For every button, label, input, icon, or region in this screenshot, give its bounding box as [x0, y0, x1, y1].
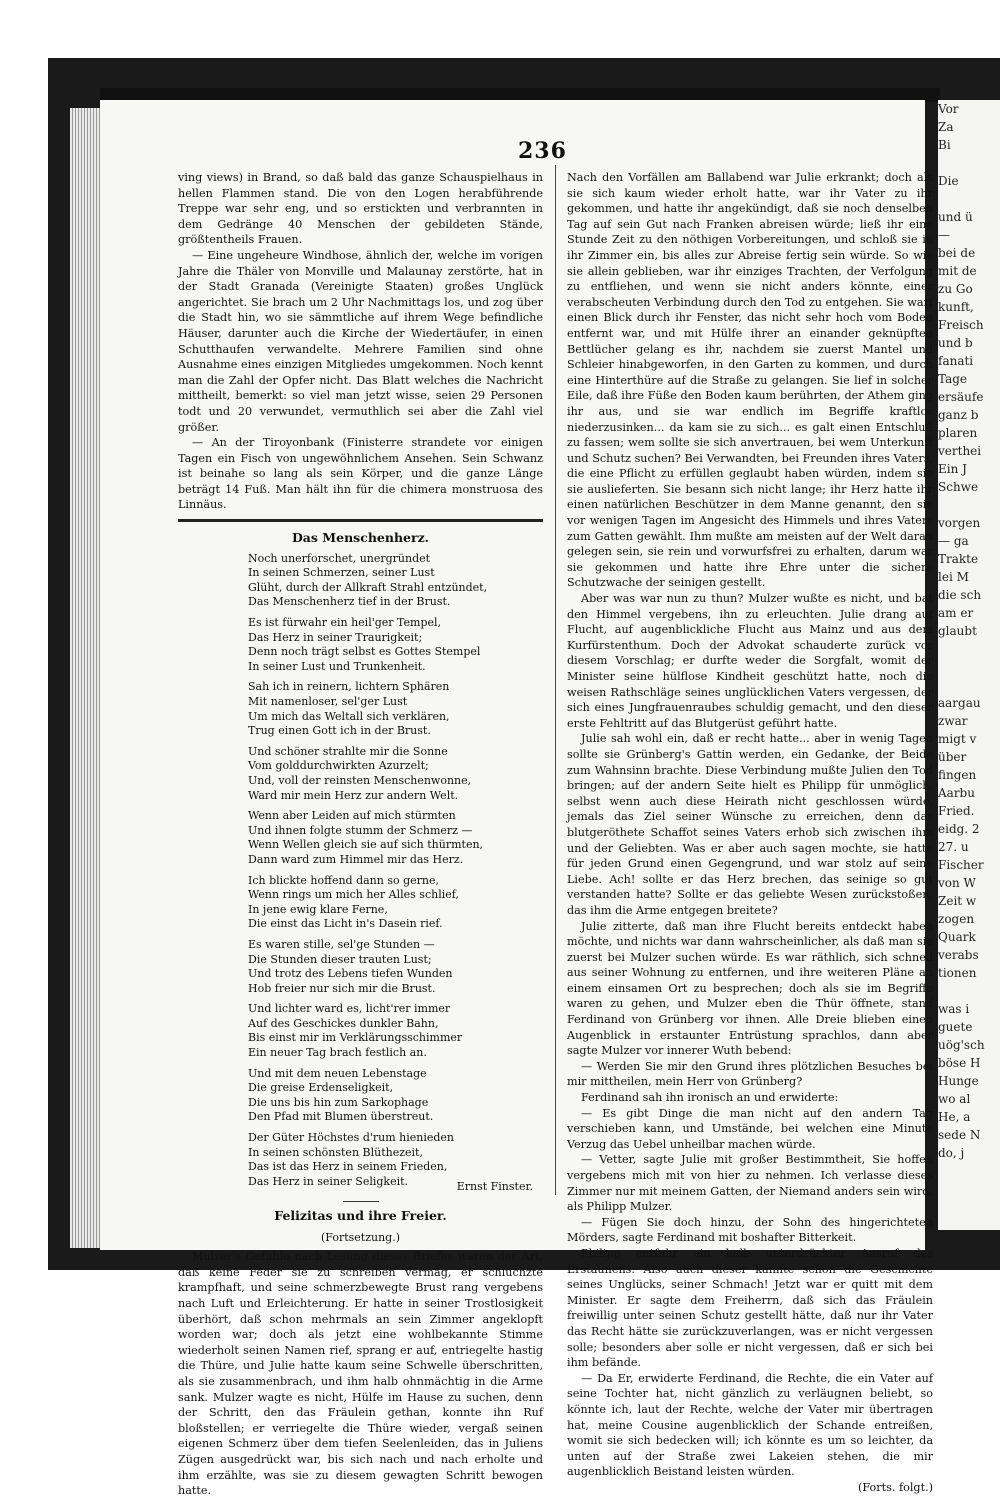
- neighbor-fragment: was i: [938, 1002, 970, 1016]
- short-divider: [343, 1201, 379, 1202]
- neighbor-fragment: vorgen: [938, 516, 981, 530]
- neighbor-fragment: wo al: [938, 1092, 971, 1106]
- neighbor-fragment: Ein J: [938, 462, 967, 476]
- news-paragraph: — An der Tiroyonbank (Finisterre strandete vor einigen Tagen ein Fisch von ungewöhnlichem Ansehen. Sein Schwanz ist beinahe so lang als sein Körper, und die ganze Länge beträgt 14 Fuß. Man hält ihn für die chimera monstruosa des Linnäus.: [178, 436, 543, 512]
- story-paragraph: Nach den Vorfällen am Ballabend war Julie erkrankt; doch als sie sich kaum wieder erholt hatte, war ihr Vater zu ihr gekommen, und hatte ihr angekündigt, daß sie noch denselben Tag auf sein Gut nach Franken abreisen würde; ließ ihr eine Stunde Zeit zu den nöthigen Vorbereitungen, und schloß sie in ihr Zimmer ein, bis alles zur Abreise fertig sein würde. So wie sie allein geblieben, war ihr einziges Trachten, der Verfolgung zu entfliehen, und wenn sie nicht anders könnte, einer verabscheuten Verbindung durch den Tod zu entgehen. Sie warf einen Blick durch ihr Fenster, das nicht sehr hoch vom Boden entfernt war, und mit Hülfe ihrer an einander geknüpften Bettlücher gelang es ihr, nachdem sie zuerst Mantel und Schleier hinabgeworfen, in den Garten zu kommen, und durch eine Hinterthüre auf die Straße zu gelangen. Sie lief in solcher Eile, daß ihre Füße den Boden kaum berührten, der Athem ging ihr aus, und sie war endlich im Begriffe kraftlos niederzusinken... da kam sie zu sich... es galt einen Entschluß zu fassen; wem sollte sie sich anvertrauen, bei wem Unterkunft und Schutz suchen? Bei Verwandten, bei Freunden ihres Vaters, die eine Pflicht zu erfüllen geglaubt haben würden, indem sie sie auslieferten. Sie besann sich nicht lange; ihr Herz hatte ihr einen natürlichen Beschützer in dem Manne genannt, den sie vor wenigen Tagen im Angesicht des Himmels und ihres Vaters zum Gatten gewählt. Ihm mußte am meisten auf der Welt daran gelegen sein, sie rein und vorwurfsfrei zu erhalten, darum war sie gekommen und hatte ihre Ehre unter die sichere Schutzwache der seinigen gestellt.: [567, 171, 933, 590]
- neighbor-fragment: Hunge: [938, 1074, 979, 1088]
- poem-stanza: [248, 680, 543, 738]
- poem-line: Und mit dem neuen Lebenstage: [248, 1066, 427, 1080]
- neighbor-fragment: fingen: [938, 768, 977, 782]
- neighbor-fragment: He, a: [938, 1110, 971, 1124]
- left-column: [178, 170, 543, 1499]
- neighbor-fragment: Fried.: [938, 804, 975, 818]
- poem-title: Das Menschenherz.: [291, 530, 430, 546]
- poem-line: In jene ewig klare Ferne,: [248, 902, 388, 916]
- neighbor-fragment: Bi: [938, 138, 951, 152]
- neighbor-fragment: Zeit w: [938, 894, 977, 908]
- neighbor-fragment: von W: [938, 876, 976, 890]
- neighbor-fragment: Fischer: [938, 858, 984, 872]
- neighbor-fragment: [938, 640, 1000, 658]
- neighbor-fragment: guete: [938, 1020, 973, 1034]
- neighbor-fragment: [938, 496, 1000, 514]
- neighbor-fragment: [938, 190, 1000, 208]
- neighbor-page-strip: [938, 100, 1000, 1230]
- news-paragraph: ving views) in Brand, so daß bald das ganze Schauspielhaus in hellen Flammen stand. Die von den Logen herabführende Treppe war sehr eng, und so erstickten und verbrannten in dem Gedränge 40 Menschen der gebildeten Stände, größtentheils Frauen.: [178, 171, 543, 247]
- poem-stanza: [248, 938, 543, 996]
- neighbor-fragment: —: [938, 228, 950, 242]
- poem-line: Das ist das Herz in seinem Frieden,: [248, 1160, 448, 1174]
- poem-line: Wenn rings um mich her Alles schlief,: [248, 888, 459, 902]
- poem-line: Hob freier nur sich mir die Brust.: [248, 981, 436, 995]
- poem-stanza: [248, 874, 543, 932]
- poem-author: Ernst Finster.: [456, 1180, 533, 1194]
- neighbor-fragment: verthei: [938, 444, 982, 458]
- poem-line: Die uns bis hin zum Sarkophage: [248, 1095, 429, 1109]
- poem-line: In seiner Lust und Trunkenheit.: [248, 659, 426, 673]
- neighbor-fragment: fanati: [938, 354, 974, 368]
- poem-stanza: [248, 745, 543, 803]
- story-paragraph: Philipp entfuhr ein halb unterdrückter Ausruf des Erstaunens. Also auch dieser kannte schon die Geschichte seines Unglücks, seiner Schmach! Jetzt war er quitt mit dem Minister. Er sagte dem Freiherrn, daß sich das Fräulein freiwillig unter seinen Schutz gestellt hätte, daß nur ihr Vater das Recht hätte sie zurückzuverlangen, was er nicht vergessen solle; besonders aber solle er nicht vergessen, daß er sich bei ihm befände.: [567, 1246, 933, 1370]
- story-paragraph: Aber was war nun zu thun? Mulzer wußte es nicht, und bat den Himmel vergebens, ihn zu erleuchten. Julie drang auf Flucht, auf augenblickliche Flucht aus Mainz und aus dem Kurfürstenthum. Doch der Advokat schauderte zurück vor diesem Vorschlag; er durfte weder die Sorgfalt, womit der Minister seine hülflose Kindheit geschützt hatte, noch die weisen Rathschläge seines unglücklichen Vaters vergessen, der sich eines Jungfrauenraubes schuldig gemacht, und den dieser erste Fehltritt auf das Blutgerüst geführt hatte.: [567, 592, 933, 730]
- neighbor-fragment: do, j: [938, 1146, 965, 1160]
- story-paragraph: Mulzer's Gefühle nach Lesung dieses Briefes waren der Art, daß keine Feder sie zu schreiben vermag, er schluchzte krampfhaft, und seine schmerzbewegte Brust rang vergebens nach Luft und Erleichterung. Er hatte in seiner Trostlosigkeit überhört, daß schon mehrmals an sein Zimmer angeklopft worden war; doch als jetzt eine wohlbekannte Stimme wiederholt seinen Namen rief, sprang er auf, entriegelte hastig die Thüre, und Julie hatte kaum seine Schwelle überschritten, als sie zusammenbrach, und ihm halb ohnmächtig in die Arme sank. Mulzer wagte es nicht, Hülfe im Hause zu suchen, denn der Schritt, den das Fräulein gethan, konnte ihn Ruf bloßstellen; er verriegelte die Thüre wieder, vergaß seinen eigenen Schmerz über dem tiefen Seelenleiden, das in Juliens Zügen ausgedrückt war, bis sich nach und nach erholte und ihm erzählte, was sie zu diesem gewagten Schritt bewogen hatte.: [178, 1250, 543, 1498]
- neighbor-fragment: Aarbu: [938, 786, 975, 800]
- neighbor-fragment: sede N: [938, 1128, 981, 1142]
- poem-line: Und trotz des Lebens tiefen Wunden: [248, 967, 453, 981]
- poem-stanza: [248, 552, 543, 610]
- poem-line: Ein neuer Tag brach festlich an.: [248, 1046, 427, 1060]
- neighbor-fragment: uög'sch: [938, 1038, 985, 1052]
- neighbor-fragment: mit de: [938, 264, 977, 278]
- neighbor-fragment: migt v: [938, 732, 977, 746]
- neighbor-fragment: und ü: [938, 210, 973, 224]
- story-paragraph: — Werden Sie mir den Grund ihres plötzlichen Besuches bei mir mittheilen, mein Herr von Grünberg?: [567, 1059, 933, 1089]
- neighbor-fragment: Vor: [938, 102, 959, 116]
- neighbor-fragment: Schwe: [938, 480, 979, 494]
- neighbor-fragment: [938, 658, 1000, 676]
- poem-line: Das Herz in seiner Seligkeit.: [248, 1174, 409, 1188]
- news-section: [178, 170, 543, 513]
- neighbor-fragment: zogen: [938, 912, 975, 926]
- neighbor-fragment: Die: [938, 174, 959, 188]
- page-number: 236: [518, 138, 567, 164]
- story-paragraph: — Fügen Sie doch hinzu, der Sohn des hingerichteten Mörders, sagte Ferdinand mit boshafter Bitterkeit.: [567, 1215, 933, 1245]
- poem: [248, 552, 543, 1190]
- poem-line: Ward mir mein Herz zur andern Welt.: [248, 788, 459, 802]
- neighbor-fragment: [938, 982, 1000, 1000]
- neighbor-fragment: verabs: [938, 948, 979, 962]
- story-paragraph: — Es gibt Dinge die man nicht auf den andern Tag verschieben kann, und Umstände, bei welchen eine Minute Verzug das Uebel unheilbar machen würde.: [567, 1106, 933, 1151]
- poem-line: Wenn Wellen gleich sie auf sich thürmten,: [248, 838, 484, 852]
- poem-line: Auf des Geschickes dunkler Bahn,: [248, 1016, 439, 1030]
- poem-line: Den Pfad mit Blumen überstreut.: [248, 1110, 434, 1124]
- section-divider: [178, 519, 543, 522]
- neighbor-fragment: plaren: [938, 426, 978, 440]
- poem-line: Das Menschenherz tief in der Brust.: [248, 595, 451, 609]
- poem-line: Und schöner strahlte mir die Sonne: [248, 744, 448, 758]
- story-subtitle: (Fortsetzung.): [321, 1230, 400, 1244]
- poem-line: Die einst das Licht in's Dasein rief.: [248, 917, 443, 931]
- poem-line: Die Stunden dieser trauten Lust;: [248, 952, 432, 966]
- neighbor-fragment: zwar: [938, 714, 968, 728]
- neighbor-fragment: kunft,: [938, 300, 974, 314]
- neighbor-fragment: die sch: [938, 588, 982, 602]
- poem-line: Noch unerforschet, unergründet: [248, 551, 431, 565]
- poem-line: Der Güter Höchstes d'rum hienieden: [248, 1131, 455, 1145]
- poem-line: Sah ich in reinern, lichtern Sphären: [248, 680, 450, 694]
- neighbor-fragment: über: [938, 750, 967, 764]
- neighbor-fragment: zu Go: [938, 282, 973, 296]
- neighbor-fragment: lei M: [938, 570, 969, 584]
- poem-line: In seinen Schmerzen, seiner Lust: [248, 566, 435, 580]
- neighbor-fragment: — ga: [938, 534, 969, 548]
- neighbor-fragment: Za: [938, 120, 954, 134]
- poem-line: Es ist fürwahr ein heil'ger Tempel,: [248, 616, 442, 630]
- poem-stanza: [248, 809, 543, 867]
- column-divider: [555, 165, 556, 1195]
- neighbor-fragment: ersäufe: [938, 390, 984, 404]
- poem-line: Das Herz in seiner Traurigkeit;: [248, 630, 423, 644]
- neighbor-fragment: Freisch: [938, 318, 984, 332]
- poem-line: Und, voll der reinsten Menschenwonne,: [248, 773, 472, 787]
- story-paragraph: — Vetter, sagte Julie mit großer Bestimmtheit, Sie hoffen vergebens mich mit von hier zu nehmen. Ich verlasse dieses Zimmer nur mit meinem Gatten, der Niemand anders sein wird, als Philipp Mulzer.: [567, 1153, 933, 1214]
- neighbor-fragment: [938, 676, 1000, 694]
- continued-note: (Forts. folgt.): [858, 1480, 933, 1494]
- poem-line: Es waren stille, sel'ge Stunden —: [248, 937, 435, 951]
- poem-line: Wenn aber Leiden auf mich stürmten: [248, 809, 456, 823]
- poem-line: Und ihnen folgte stumm der Schmerz —: [248, 823, 473, 837]
- poem-line: Die greise Erdenseligkeit,: [248, 1081, 394, 1095]
- poem-line: In seinen schönsten Blüthezeit,: [248, 1145, 423, 1159]
- poem-line: Denn noch trägt selbst es Gottes Stempel: [248, 645, 481, 659]
- right-column: [567, 170, 933, 1495]
- poem-line: Vom golddurchwirkten Azurzelt;: [248, 759, 429, 773]
- story-paragraph: Julie zitterte, daß man ihre Flucht bereits entdeckt haben möchte, und nichts war dann wahrscheinlicher, als daß man sie zuerst bei Mulzer suchen würde. Es war räthlich, sich schnell aus seiner Wohnung zu entfernen, und ihre weiteren Pläne an einem einsamen Ort zu besprechen; doch als sie im Begriffe waren zu gehen, und Mulzer eben die Thür öffnete, stand Ferdinand von Grünberg vor ihnen. Alle Dreie blieben einen Augenblick in erstaunter Entrüstung sprachlos, dann aber sagte Mulzer vor innerer Wuth bebend:: [567, 919, 933, 1058]
- poem-line: Dann ward zum Himmel mir das Herz.: [248, 852, 464, 866]
- poem-stanza: [248, 616, 543, 674]
- news-paragraph: — Eine ungeheure Windhose, ähnlich der, welche im vorigen Jahre die Thäler von Monville und Malaunay zerstörte, hat in der Stadt Granada (Vereinigte Staaten) großes Unglück angerichtet. Sie brach um 2 Uhr Nachmittags los, und zog über die Stadt hin, wo sie sämmtliche auf ihrem Wege befindliche Häuser, darunter auch die Kirche der Wiedertäufer, in einen Schutthaufen verwandelte. Mehrere Familien sind ohne Ausnahme eines einzigen Mitgliedes umgekommen. Noch kennt man die Zahl der Opfer nicht. Das Blatt welches die Nachricht mittheilt, bemerkt: so viel man jetzt wisse, seien 29 Personen todt und 20 verwundet, vermuthlich sei aber die Zahl viel größer.: [178, 248, 543, 434]
- story-paragraph: Julie sah wohl ein, daß er recht hatte... aber in wenig Tagen sollte sie Grünberg's Gattin werden, ein Gedanke, der Beide zum Wahnsinn brachte. Diese Verbindung mußte Julien den Tod bringen; auf der andern Seite hielt es Philipp für unmöglich, selbst wenn auch diese Heirath nicht geschlossen würde, jemals das Ziel seiner Wünsche zu erreichen, denn das blutgeröthete Schaffot seines Vaters erhob sich zwischen ihm und der Geliebten. Was er aber auch sagen mochte, sie hatte für jeden Grund einen Gegengrund, und war stolz auf seine Liebe. Ach! sollte er das Herz brechen, das seinige so gut verstanden hatte? Sollte er das geliebte Wesen zurückstoßen, das ihm die Arme entgegen breitete?: [567, 732, 933, 917]
- neighbor-fragment: Quark: [938, 930, 976, 944]
- neighbor-fragment: tionen: [938, 966, 977, 980]
- neighbor-fragment: bei de: [938, 246, 976, 260]
- neighbor-fragment: aargau: [938, 696, 981, 710]
- poem-line: Und lichter ward es, licht'rer immer: [248, 1002, 451, 1016]
- neighbor-fragment: Tage: [938, 372, 968, 386]
- poem-line: Mit namenloser, sel'ger Lust: [248, 695, 408, 708]
- neighbor-fragment: ganz b: [938, 408, 979, 422]
- neighbor-fragment: eidg. 2: [938, 822, 980, 836]
- poem-line: Glüht, durch der Allkraft Strahl entzündet,: [248, 580, 488, 594]
- poem-line: Trug einen Gott ich in der Brust.: [248, 724, 431, 738]
- neighbor-fragment: am er: [938, 606, 974, 620]
- story-paragraph: — Da Er, erwiderte Ferdinand, die Rechte, die ein Vater auf seine Tochter hat, nicht gänzlich zu verläugnen beliebt, so könnte ich, laut der Rechte, welche der Vater mir übertragen hat, meine Cousine augenblicklich der Schande entreißen, womit sie sich bedecken will; ich könnte es um so leichter, da unten auf der Straße zwei Lakeien stehen, die mir augenblicklich Beistand leisten würden.: [567, 1371, 933, 1479]
- neighbor-fragment: [938, 154, 1000, 172]
- neighbor-fragment: Trakte: [938, 552, 979, 566]
- poem-line: Ich blickte hoffend dann so gerne,: [248, 873, 440, 887]
- poem-line: Bis einst mir im Verklärungsschimmer: [248, 1031, 463, 1045]
- neighbor-fragment: 27. u: [938, 840, 969, 854]
- story-title: Felizitas und ihre Freier.: [274, 1208, 447, 1223]
- neighbor-fragment: glaubt: [938, 624, 977, 638]
- neighbor-fragment: böse H: [938, 1056, 981, 1070]
- story-paragraph: Ferdinand sah ihn ironisch an und erwiderte:: [581, 1091, 839, 1105]
- poem-stanza: [248, 1067, 543, 1125]
- poem-line: Um mich das Weltall sich verklären,: [248, 709, 450, 723]
- neighbor-fragment: und b: [938, 336, 973, 350]
- poem-stanza: [248, 1002, 543, 1060]
